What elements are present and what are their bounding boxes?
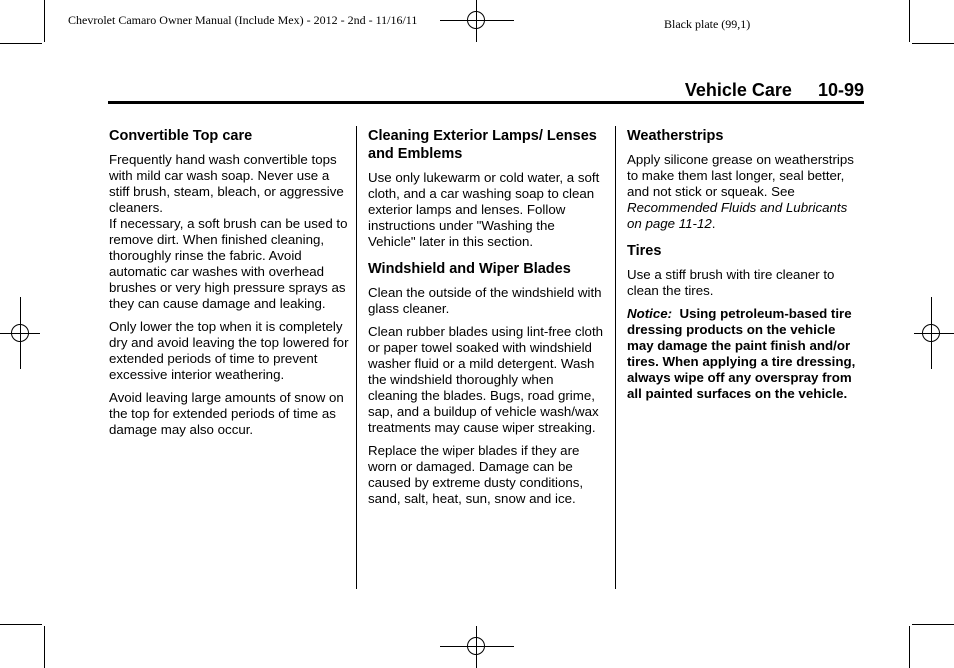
crop-mark [0, 43, 42, 44]
paragraph-text: . [711, 216, 716, 231]
section-title: Vehicle Care [684, 80, 792, 100]
heading-tires: Tires [627, 243, 662, 259]
paragraph: Replace the wiper blades if they are worn or damaged. Damage can be caused by extreme dusty conditions, sand, salt, heat, sun, snow and ice. [368, 443, 584, 506]
column-divider [615, 126, 616, 589]
crop-mark [912, 43, 954, 44]
header-title [685, 80, 864, 101]
paragraph [627, 152, 864, 232]
notice-label: Notice: [627, 306, 673, 321]
crop-mark [44, 0, 45, 42]
paragraph: Avoid leaving large amounts of snow on the top for extended periods of time as damage may also occur. [109, 390, 344, 437]
paragraph: Frequently hand wash convertible tops with mild car wash soap. Never use a stiff brush, steam, bleach, or aggressive cleaners. [109, 152, 344, 215]
paragraph: Use only lukewarm or cold water, a soft cloth, and a car washing soap to clean exterior lamps and lenses. Follow instructions under "Washing the Vehicle" later in this section. [368, 170, 600, 249]
header-rule [108, 101, 864, 104]
plate-info-left: Chevrolet Camaro Owner Manual (Include Mex) - 2012 - 2nd - 11/16/11 [68, 13, 418, 27]
heading-cleaning-exterior-lamps: Cleaning Exterior Lamps/ Lenses and Emblems [368, 128, 597, 162]
page-header [108, 80, 864, 102]
crop-mark [44, 626, 45, 668]
heading-weatherstrips: Weatherstrips [627, 128, 724, 144]
cross-reference-link: Recommended Fluids and Lubricants on page 11-12 [627, 200, 848, 231]
column-3 [627, 127, 864, 409]
crop-mark [909, 626, 910, 668]
heading-convertible-top-care: Convertible Top care [109, 128, 253, 144]
paragraph: Only lower the top when it is completely dry and avoid leaving the top lowered for extended periods of time to prevent excessive interior weathering. [109, 319, 349, 382]
heading-windshield-wiper-blades: Windshield and Wiper Blades [368, 261, 571, 277]
plate-info-right: Black plate (99,1) [664, 17, 751, 31]
paragraph-text: Apply silicone grease on weatherstrips to make them last longer, seal better, and not stick or squeak. See [627, 152, 854, 199]
notice-paragraph [627, 306, 864, 402]
column-1 [109, 127, 349, 445]
paragraph: Clean the outside of the windshield with glass cleaner. [368, 285, 602, 316]
crop-mark [0, 624, 42, 625]
crop-mark [909, 0, 910, 42]
crop-mark [912, 624, 954, 625]
column-divider [356, 126, 357, 589]
column-2 [368, 127, 606, 514]
paragraph: Clean rubber blades using lint-free cloth or paper towel soaked with windshield washer fluid or a mild detergent. Wash the windshield thoroughly when cleaning the blades. Bugs, road grime, sap, and a buildup of vehicle wash/wax treatments may cause wiper streaking. [368, 324, 604, 435]
page-number: 10-99 [817, 80, 864, 100]
notice-text: Using petroleum-based tire dressing products on the vehicle may damage the paint finish and/or tires. When applying a tire dressing, always wipe off any overspray from all painted surfaces on the vehicle. [627, 306, 856, 401]
paragraph: Use a stiff brush with tire cleaner to clean the tires. [627, 267, 835, 298]
paragraph: If necessary, a soft brush can be used to remove dirt. When finished cleaning, thoroughly rinse the fabric. Avoid automatic car washes with overhead brushes or very high pressure sprays as they can cause damage and leaking. [109, 216, 348, 311]
